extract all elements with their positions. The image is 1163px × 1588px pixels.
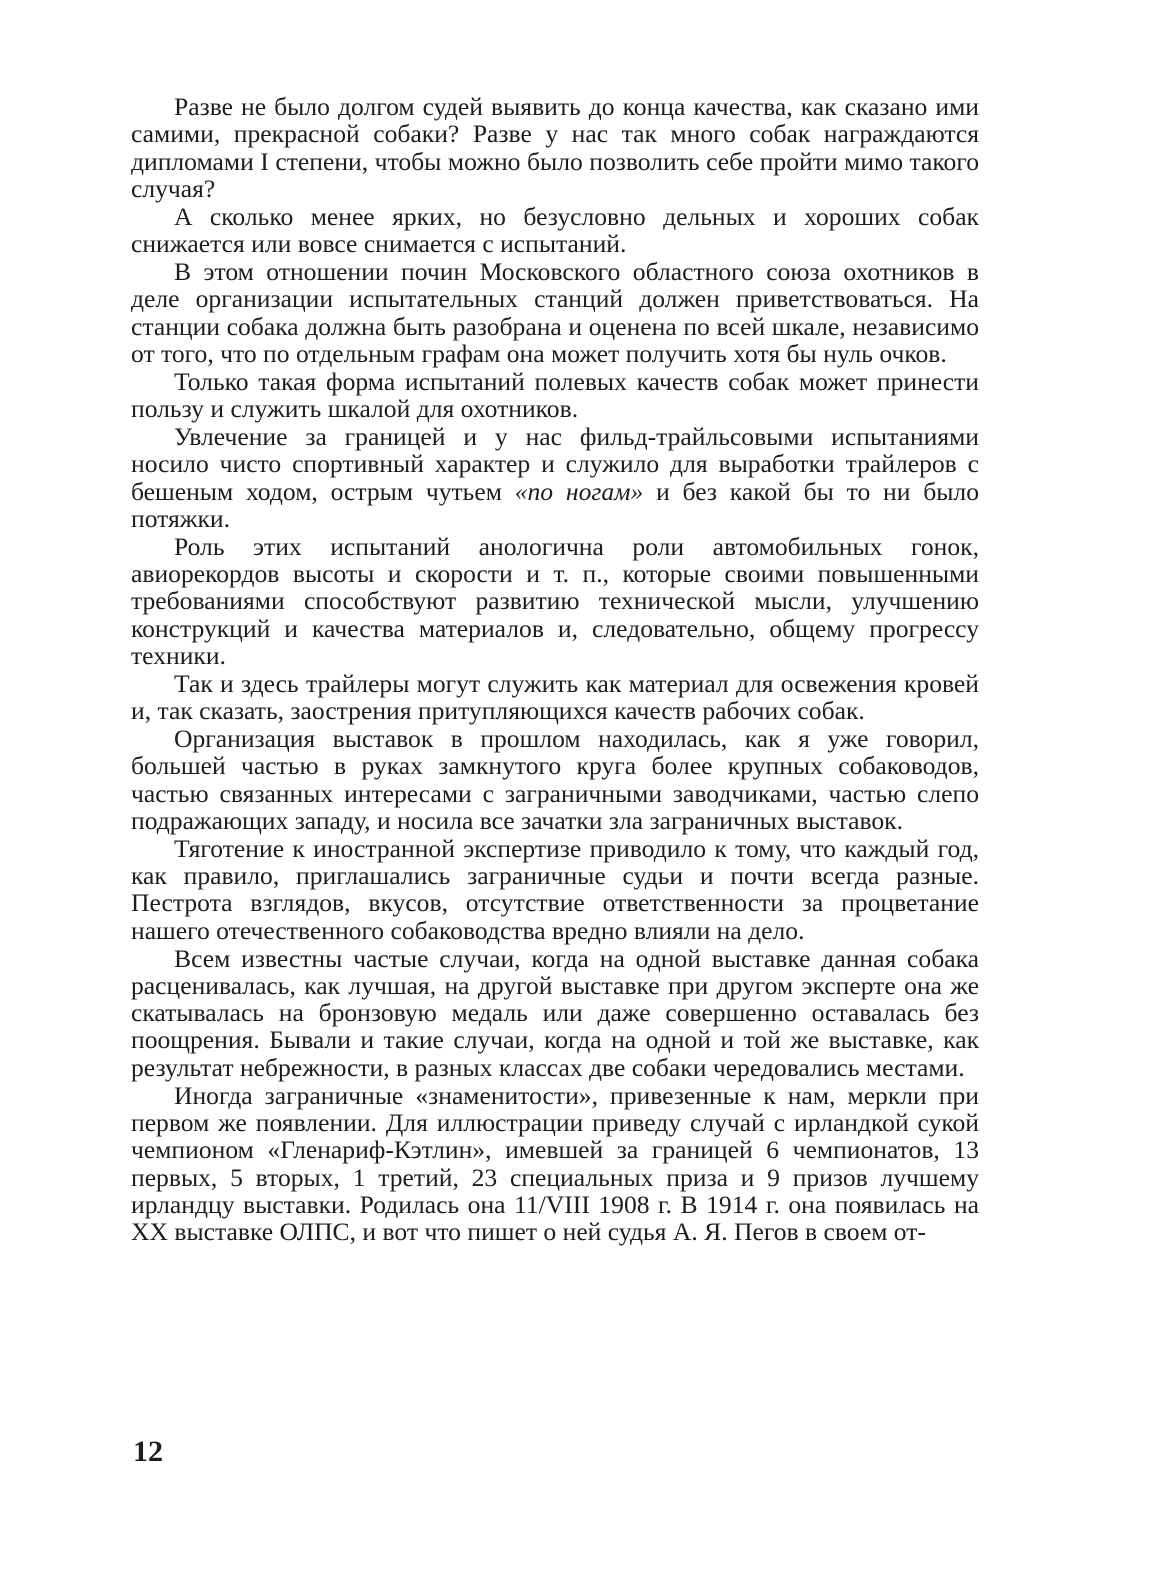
paragraph-2: А сколько менее ярких, но безусловно дельных и хороших собак снижается или вовсе снимается с испытаний.: [131, 201, 979, 259]
page-number: 12: [133, 1435, 163, 1468]
paragraph-9: Тяготение к иностранной экспертизе приводило к тому, что каждый год, как правило, приглашались заграничные судьи и почти всегда разные. Пестрота взглядов, вкусов, отсутствие ответственности за процветание нашего отечественного собаководства вредно влияли на дело.: [131, 833, 979, 945]
paragraph-5-text-a: Увлечение за границей и у нас фильд-трайльсовыми испытаниями носило чисто спортивный характер и служило для выработки трайлеров с бешеным ходом, острым чутьем: [131, 421, 979, 506]
body-text: [131, 93, 979, 1246]
paragraph-5: [131, 423, 979, 532]
paragraph-1: Разве не было долгом судей выявить до конца качества, как сказано ими самими, прекрасной собаки? Разве у нас так много собак награждаются дипломами I степени, чтобы можно было позволить себе пройти мимо такого случая?: [131, 92, 979, 203]
paragraph-6: Роль этих испытаний анологична роли автомобильных гонок, авиорекордов высоты и скорости и т. п., которые своими повышенными требованиями способствуют развитию технической мысли, улучшению конструкций и качества материалов и, следовательно, общему прогрессу техники.: [131, 531, 979, 670]
paragraph-4: Только такая форма испытаний полевых качеств собак может принести пользу и служить шкалой для охотников.: [131, 366, 979, 424]
paragraph-8: Организация выставок в прошлом находилась, как я уже говорил, большей частью в руках замкнутого круга более крупных собаководов, частью связанных интересами с заграничными заводчиками, частью слепо подражающих западу, и носила все зачатки зла заграничных выставок.: [131, 723, 979, 835]
paragraph-5-text-b: и без какой бы то ни было потяжки.: [131, 476, 979, 533]
paragraph-7: Так и здесь трайлеры могут служить как материал для освежения кровей и, так сказать, заострения притупляющихся качеств рабочих собак.: [131, 668, 979, 726]
paragraph-3: В этом отношении почин Московского областного союза охотников в деле организации испытательных станций должен приветствоваться. На станции собака должна быть разобрана и оценена по всей шкале, независимо от того, что по отдельным графам она может получить хотя бы нуль очков.: [131, 256, 979, 368]
paragraph-10: Всем известны частые случаи, когда на одной выставке данная собака расценивалась, как лучшая, на другой выставке при другом эксперте она же скатывалась на бронзовую медаль или даже совершенно оставалась без поощрения. Бывали и такие случаи, когда на одной и той же выставке, как результат небрежности, в разных классах две собаки чередовались местами.: [131, 943, 979, 1082]
paragraph-11: Иногда заграничные «знаменитости», привезенные к нам, меркли при первом же появлении. Для иллюстрации приведу случай с ирландкой сукой чемпионом «Гленариф-Кэтлин», имевшей за границей 6 чемпионатов, 13 первых, 5 вторых, 1 третий, 23 специальных приза и 9 призов лучшему ирландцу выставки. Родилась она 11/VIII 1908 г. В 1914 г. она появилась на XX выставке ОЛПС, и вот что пишет о ней судья А. Я. Пегов в своем от-: [131, 1080, 979, 1247]
paragraph-5-italic-phrase: «по ногам»: [514, 476, 644, 506]
